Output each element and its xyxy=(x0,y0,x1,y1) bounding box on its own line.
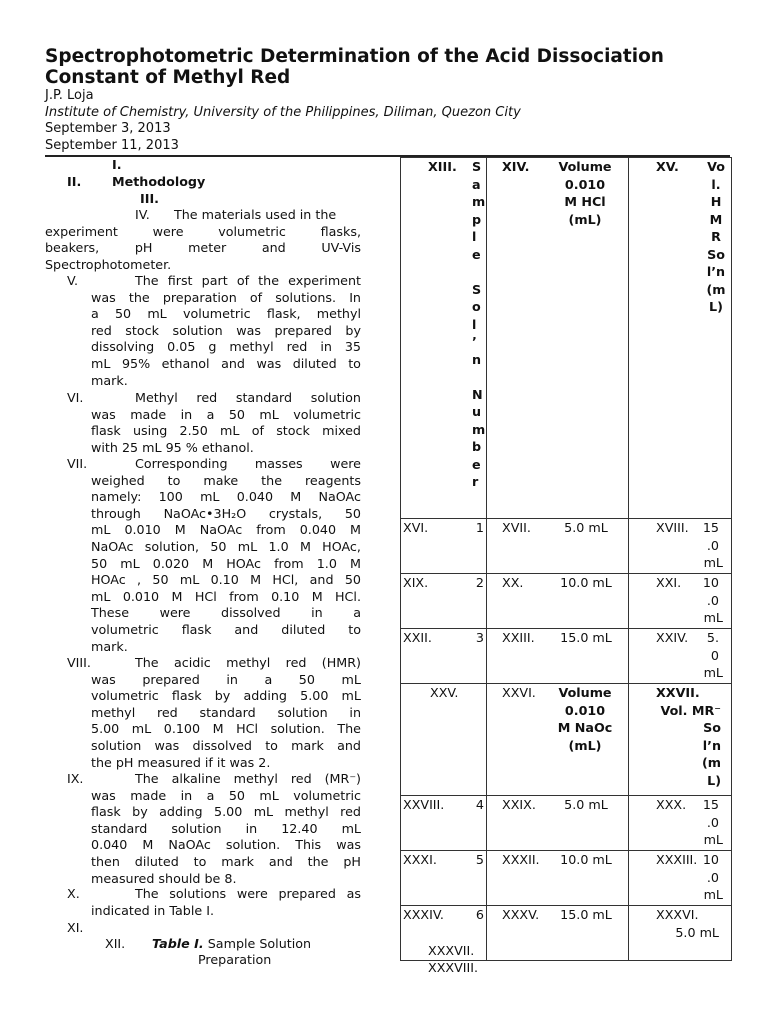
header-line: So xyxy=(703,720,721,735)
paragraph-vi-line: was made in a 50 mL volumetric xyxy=(91,406,361,422)
header-char: S xyxy=(472,281,482,297)
paragraph-vi-line: flask using 2.50 mL of stock mixed xyxy=(91,423,361,439)
row-num: XXIX. xyxy=(502,797,536,812)
header-line: 0.010 xyxy=(564,176,606,192)
paragraph-viii-line: volumetric flask by adding 5.00 mL xyxy=(91,688,361,704)
table-row xyxy=(401,629,732,684)
num-vii: VII. xyxy=(67,456,88,471)
methodology-heading: Methodology xyxy=(112,174,206,189)
paragraph-viii-line: was prepared in a 50 mL xyxy=(91,671,361,687)
sample-number: 5 xyxy=(475,852,484,867)
soln-volume-unit: mL xyxy=(703,832,723,847)
volume-value: 5.0 mL xyxy=(564,520,608,535)
row-num: XVII. xyxy=(502,520,531,535)
date-1: September 3, 2013 xyxy=(45,121,171,136)
header-volume-hcl xyxy=(542,158,628,228)
header2-cell-mr-soln xyxy=(629,684,732,796)
cell-volume xyxy=(487,629,629,684)
volume-value: 10.0 mL xyxy=(560,852,612,867)
cell-sample-number xyxy=(401,796,487,851)
date-2: September 11, 2013 xyxy=(45,137,179,153)
num-ix: IX. xyxy=(67,771,84,786)
volume-value: 15.0 mL xyxy=(560,630,612,645)
header-char: o xyxy=(472,299,481,314)
cell-volume xyxy=(487,519,629,574)
paragraph-vii-line: mark. xyxy=(91,638,128,654)
cell-sample-number xyxy=(401,519,487,574)
paragraph-viii-line: methyl red standard solution in xyxy=(91,704,361,720)
header2-num: XXV. xyxy=(430,685,459,700)
num-vi: VI. xyxy=(67,390,84,405)
cell-soln-volume xyxy=(629,796,732,851)
header-char: m xyxy=(472,194,486,209)
soln-volume-unit: mL xyxy=(703,887,723,902)
soln-volume-part: 15 xyxy=(702,520,719,535)
row-num: XXVIII. xyxy=(403,797,445,812)
paragraph-v-line: The first part of the experiment xyxy=(135,273,361,288)
header-char: ’ xyxy=(472,334,477,349)
row-num: XXXVI. xyxy=(656,907,699,922)
soln-volume-part: 10 xyxy=(702,852,719,867)
paragraph-v-line: red stock solution was prepared by xyxy=(91,322,361,338)
paragraph-ix-line: 0.040 M NaOAc solution. This was xyxy=(91,837,361,853)
header-char: e xyxy=(472,456,481,472)
header-char: p xyxy=(472,211,482,227)
row-num: XXXII. xyxy=(502,852,540,867)
header-char xyxy=(472,368,484,386)
caption-text-1: Sample Solution xyxy=(207,936,312,951)
header-char xyxy=(472,263,484,281)
paragraph-vi-line: with 25 mL 95 % ethanol. xyxy=(91,439,254,455)
soln-volume-part xyxy=(701,906,731,924)
row-num: XXXI. xyxy=(403,852,437,867)
soln-volume-part: .0 xyxy=(706,537,719,553)
header-char: R xyxy=(711,229,721,244)
paragraph-vii xyxy=(91,456,361,655)
header-line: Vol. MR⁻ xyxy=(660,702,721,718)
document-header xyxy=(45,46,735,154)
header-char: l xyxy=(472,316,477,332)
soln-volume-part: 5.0 mL xyxy=(675,924,719,940)
header2-num: XXVI. xyxy=(502,685,536,700)
volume-value: 5.0 mL xyxy=(564,797,608,812)
row-num: XXXV. xyxy=(502,907,540,922)
paragraph-iv-line: IV. The materials used in the xyxy=(135,207,337,222)
num-xxxvii: XXXVII. xyxy=(428,943,475,958)
soln-volume-unit: mL xyxy=(703,555,723,570)
paragraph-vii-line: namely: 100 mL 0.040 M NaOAc xyxy=(91,489,361,505)
cell-soln-volume xyxy=(629,629,732,684)
row-num: XXXIV. xyxy=(403,907,444,922)
title-line-1: Spectrophotometric Determination of the Acid Dissociation xyxy=(45,46,664,67)
paragraph-x xyxy=(91,886,361,919)
paragraph-v xyxy=(91,273,361,389)
paragraph-vii-line: mL 0.010 M HCl from 0.10 M HCl. xyxy=(91,588,361,604)
paragraph-v-line: was the preparation of solutions. In xyxy=(91,289,361,305)
paragraph-vi-line: Methyl red standard solution xyxy=(135,390,361,405)
header-char: b xyxy=(472,439,482,454)
table-caption xyxy=(152,936,311,951)
row-num: XXIV. xyxy=(656,630,689,645)
header-char: u xyxy=(472,404,482,419)
sample-number: 4 xyxy=(475,797,484,812)
paragraph-vii-line: mL 0.010 M NaOAc from 0.040 M xyxy=(91,522,361,538)
num-xi: XI. xyxy=(67,920,84,935)
paragraph-x-line: indicated in Table I. xyxy=(91,902,214,918)
paragraph-viii-line: the pH measured if it was 2. xyxy=(91,754,271,770)
paragraph-v-line: a 50 mL volumetric flask, methyl xyxy=(91,306,361,322)
after-table xyxy=(428,943,478,976)
sample-solution-table xyxy=(400,157,732,961)
paragraph-iv-line: experiment were volumetric flasks, xyxy=(45,223,361,239)
header-sample-number xyxy=(472,158,486,491)
soln-volume-part: 10 xyxy=(702,575,719,590)
header-num: XIV. xyxy=(502,159,530,174)
header-char: L) xyxy=(709,299,723,314)
row-num: XX. xyxy=(502,575,524,590)
sample-number: 3 xyxy=(475,630,484,645)
table-header-row-2 xyxy=(401,684,732,796)
cell-volume xyxy=(487,574,629,629)
header-char: e xyxy=(472,246,481,262)
heading-num-iii: III. xyxy=(140,191,159,206)
cell-sample-number xyxy=(401,574,487,629)
row-num: XXXIII. xyxy=(656,852,698,867)
title-line-2: Constant of Methyl Red xyxy=(45,67,291,88)
soln-volume-part: 5. xyxy=(706,630,719,645)
paragraph-v-line: mL 95% ethanol and was diluted to xyxy=(91,355,361,371)
row-num: XXII. xyxy=(403,630,432,645)
table-row xyxy=(401,851,732,906)
num-x: X. xyxy=(67,886,80,901)
header-char: l’n xyxy=(706,264,726,279)
header-char: a xyxy=(472,176,481,192)
cell-soln-volume xyxy=(629,906,732,961)
paragraph-ix xyxy=(91,771,361,887)
volume-value: 10.0 mL xyxy=(560,575,612,590)
cell-soln-volume xyxy=(629,574,732,629)
header-hmr-soln xyxy=(701,158,731,316)
paragraph-vii-line: volumetric flask and diluted to xyxy=(91,621,361,637)
header-char: r xyxy=(472,474,479,489)
header-line: Volume xyxy=(558,159,612,174)
table-row xyxy=(401,574,732,629)
paragraph-vii-line: NaOAc solution, 50 mL 1.0 M HOAc, xyxy=(91,538,361,554)
cell-volume xyxy=(487,796,629,851)
paragraph-vii-line: through NaOAc•3H₂O crystals, 50 xyxy=(91,505,361,521)
paragraph-ix-line: then diluted to mark and the pH xyxy=(91,853,361,869)
paragraph-vii-line: HOAc , 50 mL 0.10 M HCl, and 50 xyxy=(91,572,361,588)
author: J.P. Loja xyxy=(45,88,94,103)
paragraph-vii-line: 50 mL 0.020 M HOAc from 1.0 M xyxy=(91,555,361,571)
table-header-row xyxy=(401,158,732,519)
header-char: M xyxy=(709,211,723,227)
header-cell-hmr-soln xyxy=(629,158,732,519)
paragraph-v-line: mark. xyxy=(91,372,128,388)
header2-num: XXVII. xyxy=(656,685,700,700)
paragraph-viii-line: solution was dissolved to mark and xyxy=(91,737,361,753)
header-mr-soln xyxy=(629,702,731,790)
heading-num-i: I. xyxy=(112,157,122,172)
table-body-a xyxy=(401,519,732,684)
row-num: XVI. xyxy=(403,520,429,535)
header-volume-naoc xyxy=(542,684,628,754)
row-num: XXIII. xyxy=(502,630,535,645)
header-line: L) xyxy=(707,772,721,788)
header-line: (m xyxy=(701,755,721,770)
heading-num-ii: II. xyxy=(67,174,82,189)
header2-cell-volume-naoc xyxy=(487,684,629,796)
soln-volume-unit: mL xyxy=(703,610,723,625)
header-char: m xyxy=(472,421,486,437)
sample-number: 2 xyxy=(475,575,484,590)
paragraph-viii xyxy=(91,655,361,771)
paragraph-ix-line: The alkaline methyl red (MR⁻) xyxy=(135,771,361,786)
paragraph-ix-line: flask by adding 5.00 mL methyl red xyxy=(91,804,361,820)
paragraph-x-line: The solutions were prepared as xyxy=(135,886,361,901)
paragraph-iv xyxy=(45,207,361,273)
num-xxxviii: XXXVIII. xyxy=(428,959,479,975)
paragraph-vii-line: These were dissolved in a xyxy=(91,605,361,621)
cell-volume xyxy=(487,906,629,961)
paragraph-vii-line: weighed to make the reagents xyxy=(91,472,361,488)
num-v: V. xyxy=(67,273,79,288)
header-char: l. xyxy=(711,176,721,192)
paragraph-vi xyxy=(91,390,361,456)
num-xii: XII. xyxy=(105,936,126,951)
sample-number: 1 xyxy=(475,520,484,535)
cell-sample-number xyxy=(401,629,487,684)
header-char: H xyxy=(710,194,722,209)
header-line: M NaOc xyxy=(557,720,613,735)
sample-number: 6 xyxy=(475,907,484,922)
cell-soln-volume xyxy=(629,851,732,906)
paragraph-iv-line: beakers, pH meter and UV-Vis xyxy=(45,240,361,256)
soln-volume-part: 0 xyxy=(710,647,719,663)
header-line: (mL) xyxy=(568,737,602,753)
table-body-b xyxy=(401,796,732,961)
header2-cell-1 xyxy=(401,684,487,796)
cell-volume xyxy=(487,851,629,906)
row-num: XIX. xyxy=(403,575,429,590)
paragraph-ix-line: measured should be 8. xyxy=(91,870,237,886)
header-num: XIII. xyxy=(428,159,457,174)
paragraph-viii-line: 5.00 mL 0.100 M HCl solution. The xyxy=(91,721,361,737)
paragraph-vii-line: Corresponding masses were xyxy=(135,456,361,471)
header-char: Vo xyxy=(707,159,725,174)
caption-text-2: Preparation xyxy=(198,952,272,967)
header-line: (mL) xyxy=(568,211,602,227)
paragraph-ix-line: was made in a 50 mL volumetric xyxy=(91,787,361,803)
header-char: So xyxy=(707,246,725,262)
header-num: XV. xyxy=(656,159,679,174)
cell-sample-number xyxy=(401,851,487,906)
header-line: l’n xyxy=(702,737,721,753)
paragraph-ix-line: standard solution in 12.40 mL xyxy=(91,820,361,836)
table-row xyxy=(401,796,732,851)
header-char: (m xyxy=(706,281,726,297)
soln-volume-unit: mL xyxy=(703,665,723,680)
volume-value: 15.0 mL xyxy=(560,907,612,922)
header-cell-volume-hcl xyxy=(487,158,629,519)
institution: Institute of Chemistry, University of the Philippines, Diliman, Quezon City xyxy=(45,104,521,120)
header-line: M HCl xyxy=(564,194,606,209)
header-char: l xyxy=(472,229,477,244)
row-num: XXX. xyxy=(656,797,687,812)
header-line: 0.010 xyxy=(564,702,606,718)
table-row xyxy=(401,519,732,574)
cell-soln-volume xyxy=(629,519,732,574)
soln-volume-part: .0 xyxy=(706,869,719,885)
soln-volume-part: .0 xyxy=(706,592,719,608)
num-viii: VIII. xyxy=(67,655,91,670)
header-char: N xyxy=(472,386,483,402)
row-num: XXI. xyxy=(656,575,682,590)
row-num: XVIII. xyxy=(656,520,689,535)
table-label: Table I. xyxy=(152,936,204,951)
soln-volume-part: 15 xyxy=(702,797,719,812)
header-char: S xyxy=(472,159,482,174)
paragraph-iv-line: Spectrophotometer. xyxy=(45,256,172,272)
header-line: Volume xyxy=(558,685,612,700)
soln-volume-part: .0 xyxy=(706,814,719,830)
header-cell-sample-number xyxy=(401,158,487,519)
paragraph-viii-line: The acidic methyl red (HMR) xyxy=(135,655,361,670)
paragraph-v-line: dissolving 0.05 g methyl red in 35 xyxy=(91,339,361,355)
header-char: n xyxy=(472,351,482,367)
